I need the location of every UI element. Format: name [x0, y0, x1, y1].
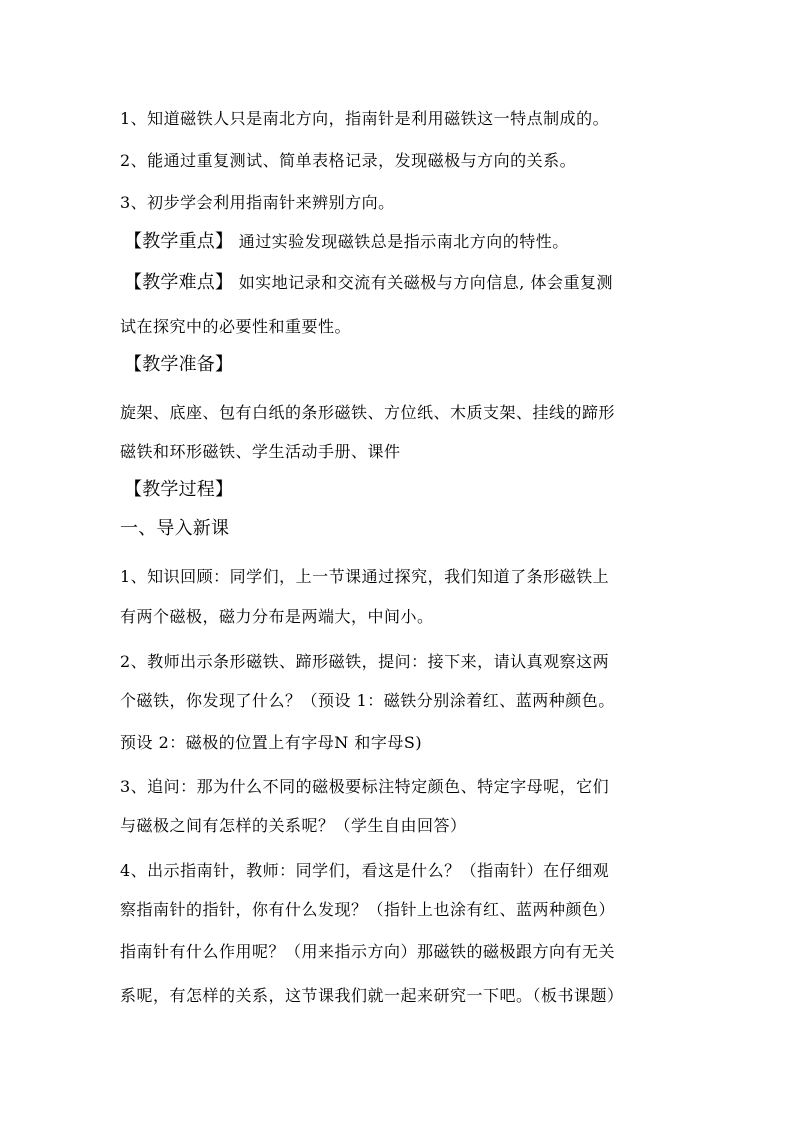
difficult-point-label: 【教学难点】 [124, 272, 234, 293]
process-line: 2、教师出示条形磁铁、蹄形磁铁，提问：接下来，请认真观察这两 [120, 652, 610, 671]
preparation-line-2: 磁铁和环形磁铁、学生活动手册、课件 [120, 442, 401, 461]
process-line: 指南针有什么作用呢？（用来指示方向）那磁铁的磁极跟方向有无关 [120, 942, 616, 961]
objective-3: 3、初步学会利用指南针来辨别方向。 [120, 193, 395, 212]
objective-1: 1、知道磁铁人只是南北方向，指南针是利用磁铁这一特点制成的。 [120, 109, 610, 128]
section-title: 一、导入新课 [120, 518, 230, 539]
key-point-text: 通过实验发现磁铁总是指示南北方向的特性。 [238, 232, 569, 251]
process-line: 4、出示指南针，教师：同学们，看这是什么？（指南针）在仔细观 [120, 861, 610, 880]
process-line: 与磁极之间有怎样的关系呢？（学生自由回答） [120, 816, 467, 835]
difficult-point-text: 如实地记录和交流有关磁极与方向信息, 体会重复测 [238, 273, 613, 292]
preparation-line-1: 旋架、底座、包有白纸的条形磁铁、方位纸、木质支架、挂线的蹄形 [120, 403, 616, 422]
process-line: 个磁铁，你发现了什么？（预设 1：磁铁分别涂着红、蓝两种颜色。 [120, 691, 615, 710]
objective-2: 2、能通过重复测试、简单表格记录，发现磁极与方向的关系。 [120, 151, 577, 170]
difficult-point [124, 273, 613, 293]
process-line: 3、追问：那为什么不同的磁极要标注特定颜色、特定字母呢，它们 [120, 777, 610, 796]
process-line: 察指南针的指针，你有什么发现？（指针上也涂有红、蓝两种颜色） [120, 900, 616, 919]
difficult-point-continuation: 试在探究中的必要性和重要性。 [120, 317, 352, 336]
process-line: 1、知识回顾：同学们，上一节课通过探究，我们知道了条形磁铁上 [120, 567, 610, 586]
key-point-label: 【教学重点】 [124, 231, 234, 252]
process-line: 系呢，有怎样的关系，这节课我们就一起来研究一下吧。（板书课题） [120, 986, 624, 1005]
process-line: 有两个磁极，磁力分布是两端大，中间小。 [120, 607, 434, 626]
process-heading: 【教学过程】 [124, 479, 234, 500]
preparation-heading: 【教学准备】 [124, 354, 234, 375]
key-point [124, 232, 569, 252]
process-line: 预设 2：磁极的位置上有字母N 和字母S) [120, 733, 423, 752]
